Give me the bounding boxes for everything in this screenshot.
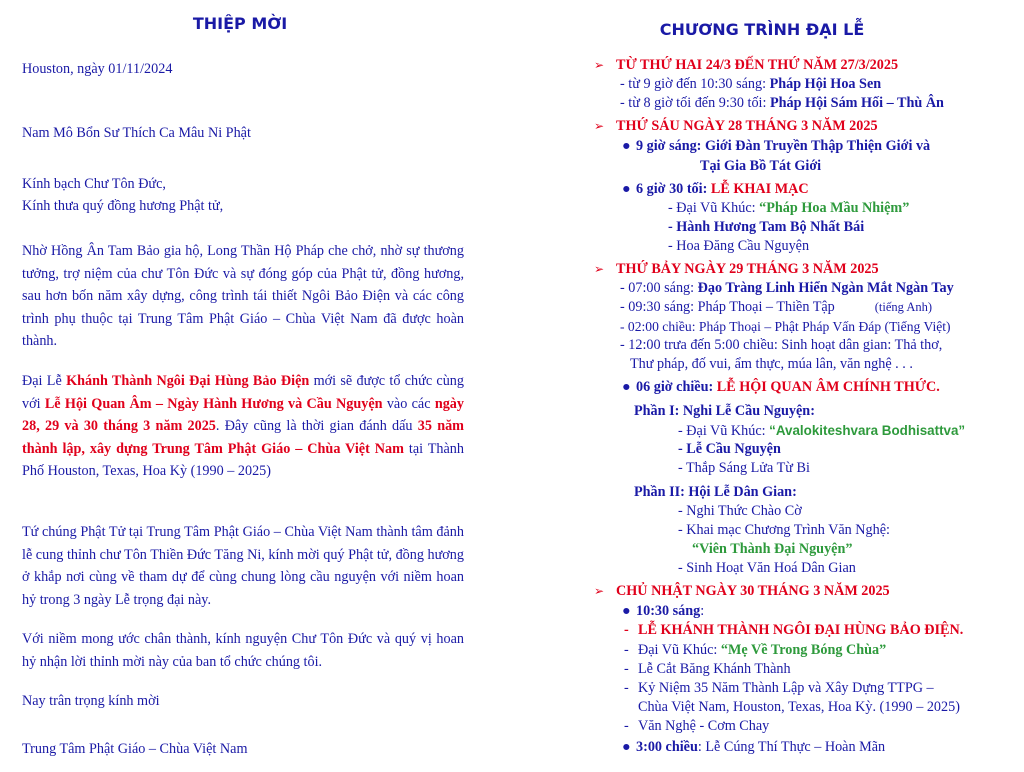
greeting-2: Kính thưa quý đồng hương Phật tử,	[22, 198, 224, 214]
paragraph-3: Tứ chúng Phật Tử tại Trung Tâm Phật Giáo – Chùa Việt Nam thành tâm đảnh lễ cung thỉnh chư Tôn Thiền Đức Tăng Ni, kính mời quý Phật tử, đồng hương ở khắp nơi cùng về tham dự để cùng chung lòng cầu nguyện với niềm hoan hỷ trong 3 ngày Lễ trọng đại này.	[22, 524, 464, 608]
section-2-line-5: - Hành Hương Tam Bộ Nhất Bái	[668, 219, 865, 235]
greeting-1: Kính bạch Chư Tôn Đức,	[22, 176, 166, 192]
section-4-line-4: - Lễ Cắt Băng Khánh Thành	[624, 661, 791, 677]
section-4-line-8: ● 3:00 chiều: Lễ Cúng Thí Thực – Hoàn Mãn	[622, 739, 886, 755]
section-3-line-5: Thư pháp, đố vui, ẩm thực, múa lân, văn nghệ . . .	[630, 356, 913, 372]
section-4-header: ➢ CHỦ NHẬT NGÀY 30 THÁNG 3 NĂM 2025	[594, 583, 890, 599]
section-2-line-3: ● 6 giờ 30 tối: LỄ KHAI MẠC	[622, 181, 809, 197]
bullet-icon: ●	[622, 138, 631, 154]
part-2-line-4: - Sinh Hoạt Văn Hoá Dân Gian	[678, 560, 856, 576]
invitation-page	[0, 0, 500, 772]
section-4-line-5: - Kỷ Niệm 35 Năm Thành Lập và Xây Dựng TTPG –	[624, 680, 934, 696]
section-2-line-6: - Hoa Đăng Cầu Nguyện	[668, 238, 810, 254]
part-2-line-1: - Nghi Thức Chào Cờ	[678, 503, 802, 519]
arrow-icon: ➢	[594, 262, 605, 276]
arrow-icon: ➢	[594, 58, 605, 72]
part-2-line-2: - Khai mạc Chương Trình Văn Nghệ:	[678, 522, 890, 538]
bullet-icon: ●	[622, 603, 631, 619]
section-1-line-2: - từ 8 giờ tối đến 9:30 tối: Pháp Hội Sám Hối – Thù Ân	[620, 95, 944, 111]
part-2-line-3: “Viên Thành Đại Nguyện”	[692, 541, 853, 557]
part-2-title: Phần II: Hội Lễ Dân Gian:	[634, 484, 797, 500]
section-3-line-4: - 12:00 trưa đến 5:00 chiều: Sinh hoạt dân gian: Thả thơ,	[620, 337, 943, 353]
program-page	[512, 0, 1024, 772]
part-1-line-1: - Đại Vũ Khúc: “Avalokiteshvara Bodhisattva”	[678, 423, 966, 439]
section-3-line-6: ● 06 giờ chiều: LỄ HỘI QUAN ÂM CHÍNH THỨC.	[622, 379, 940, 395]
section-2-line-2: Tại Gia Bồ Tát Giới	[700, 158, 822, 174]
section-2-line-1: ● 9 giờ sáng: Giới Đàn Truyền Thập Thiện Giới và	[622, 138, 931, 154]
bullet-icon: ●	[622, 181, 631, 197]
section-2-header: ➢ THỨ SÁU NGÀY 28 THÁNG 3 NĂM 2025	[594, 118, 878, 134]
section-1-header: ➢ TỪ THỨ HAI 24/3 ĐẾN THỨ NĂM 27/3/2025	[594, 57, 899, 73]
section-4-line-7: - Văn Nghệ - Cơm Chay	[624, 718, 770, 734]
section-4-line-1: ● 10:30 sáng:	[622, 603, 705, 619]
section-4-line-3: - Đại Vũ Khúc: “Mẹ Về Trong Bóng Chùa”	[624, 642, 887, 658]
program-title: CHƯƠNG TRÌNH ĐẠI LỄ	[659, 20, 865, 39]
part-1-line-2: - Lễ Cầu Nguyện	[678, 441, 781, 457]
section-3-header: ➢ THỨ BẢY NGÀY 29 THÁNG 3 NĂM 2025	[594, 261, 879, 277]
invitation-title: THIỆP MỜI	[192, 14, 288, 33]
date-line: Houston, ngày 01/11/2024	[22, 61, 173, 77]
closing-line: Nay trân trọng kính mời	[22, 693, 160, 709]
section-4-line-2: - LỄ KHÁNH THÀNH NGÔI ĐẠI HÙNG BẢO ĐIỆN.	[624, 622, 964, 638]
section-4-line-6: Chùa Việt Nam, Houston, Texas, Hoa Kỳ. (1990 – 2025)	[638, 699, 960, 715]
arrow-icon: ➢	[594, 584, 605, 598]
part-1-line-3: - Thắp Sáng Lửa Từ Bi	[678, 460, 810, 476]
paragraph-1: Nhờ Hồng Ân Tam Bảo gia hộ, Long Thần Hộ Pháp che chở, nhờ sự thương tưởng, trợ niệm của chư Tôn Đức và sự đóng góp của Phật tử, đồng hương, sau hơn bốn năm xây dựng, công trình tái thiết Ngôi Bảo Điện và các công trình phụ thuộc tại Trung Tâm Phật Giáo – Chùa Việt Nam đã được hoàn thành.	[22, 243, 464, 350]
bullet-icon: ●	[622, 739, 631, 755]
part-1-title: Phần I: Nghi Lễ Cầu Nguyện:	[634, 403, 815, 419]
section-3-line-1: - 07:00 sáng: Đạo Tràng Linh Hiển Ngàn Mắt Ngàn Tay	[620, 280, 954, 296]
bullet-icon: ●	[622, 379, 631, 395]
section-2-line-4: - Đại Vũ Khúc: “Pháp Hoa Mầu Nhiệm”	[668, 200, 910, 216]
salutation: Nam Mô Bổn Sư Thích Ca Mâu Ni Phật	[22, 125, 251, 141]
section-3-line-2: - 09:30 sáng: Pháp Thoại – Thiền Tập (tiếng Anh)	[620, 299, 933, 315]
paragraph-2: Đại Lễ Khánh Thành Ngôi Đại Hùng Bảo Điện mới sẽ được tổ chức cùng với Lễ Hội Quan Âm – Ngày Hành Hương và Cầu Nguyện vào các ngày 28, 29 và 30 tháng 3 năm 2025. Đây cũng là thời gian đánh dấu 35 năm thành lập, xây dựng Trung Tâm Phật Giáo – Chùa Việt Nam tại Thành Phố Houston, Texas, Hoa Kỳ (1990 – 2025)	[22, 373, 464, 480]
section-3-line-3: - 02:00 chiều: Pháp Thoại – Phật Pháp Vấn Đáp (Tiếng Việt)	[620, 319, 951, 334]
signature: Trung Tâm Phật Giáo – Chùa Việt Nam	[22, 741, 248, 757]
arrow-icon: ➢	[594, 119, 605, 133]
section-1-line-1: - từ 9 giờ đến 10:30 sáng: Pháp Hội Hoa Sen	[620, 76, 882, 92]
paragraph-4: Với niềm mong ước chân thành, kính nguyện Chư Tôn Đức và quý vị hoan hỷ nhận lời thỉnh mời này của ban tổ chức chúng tôi.	[22, 631, 464, 670]
